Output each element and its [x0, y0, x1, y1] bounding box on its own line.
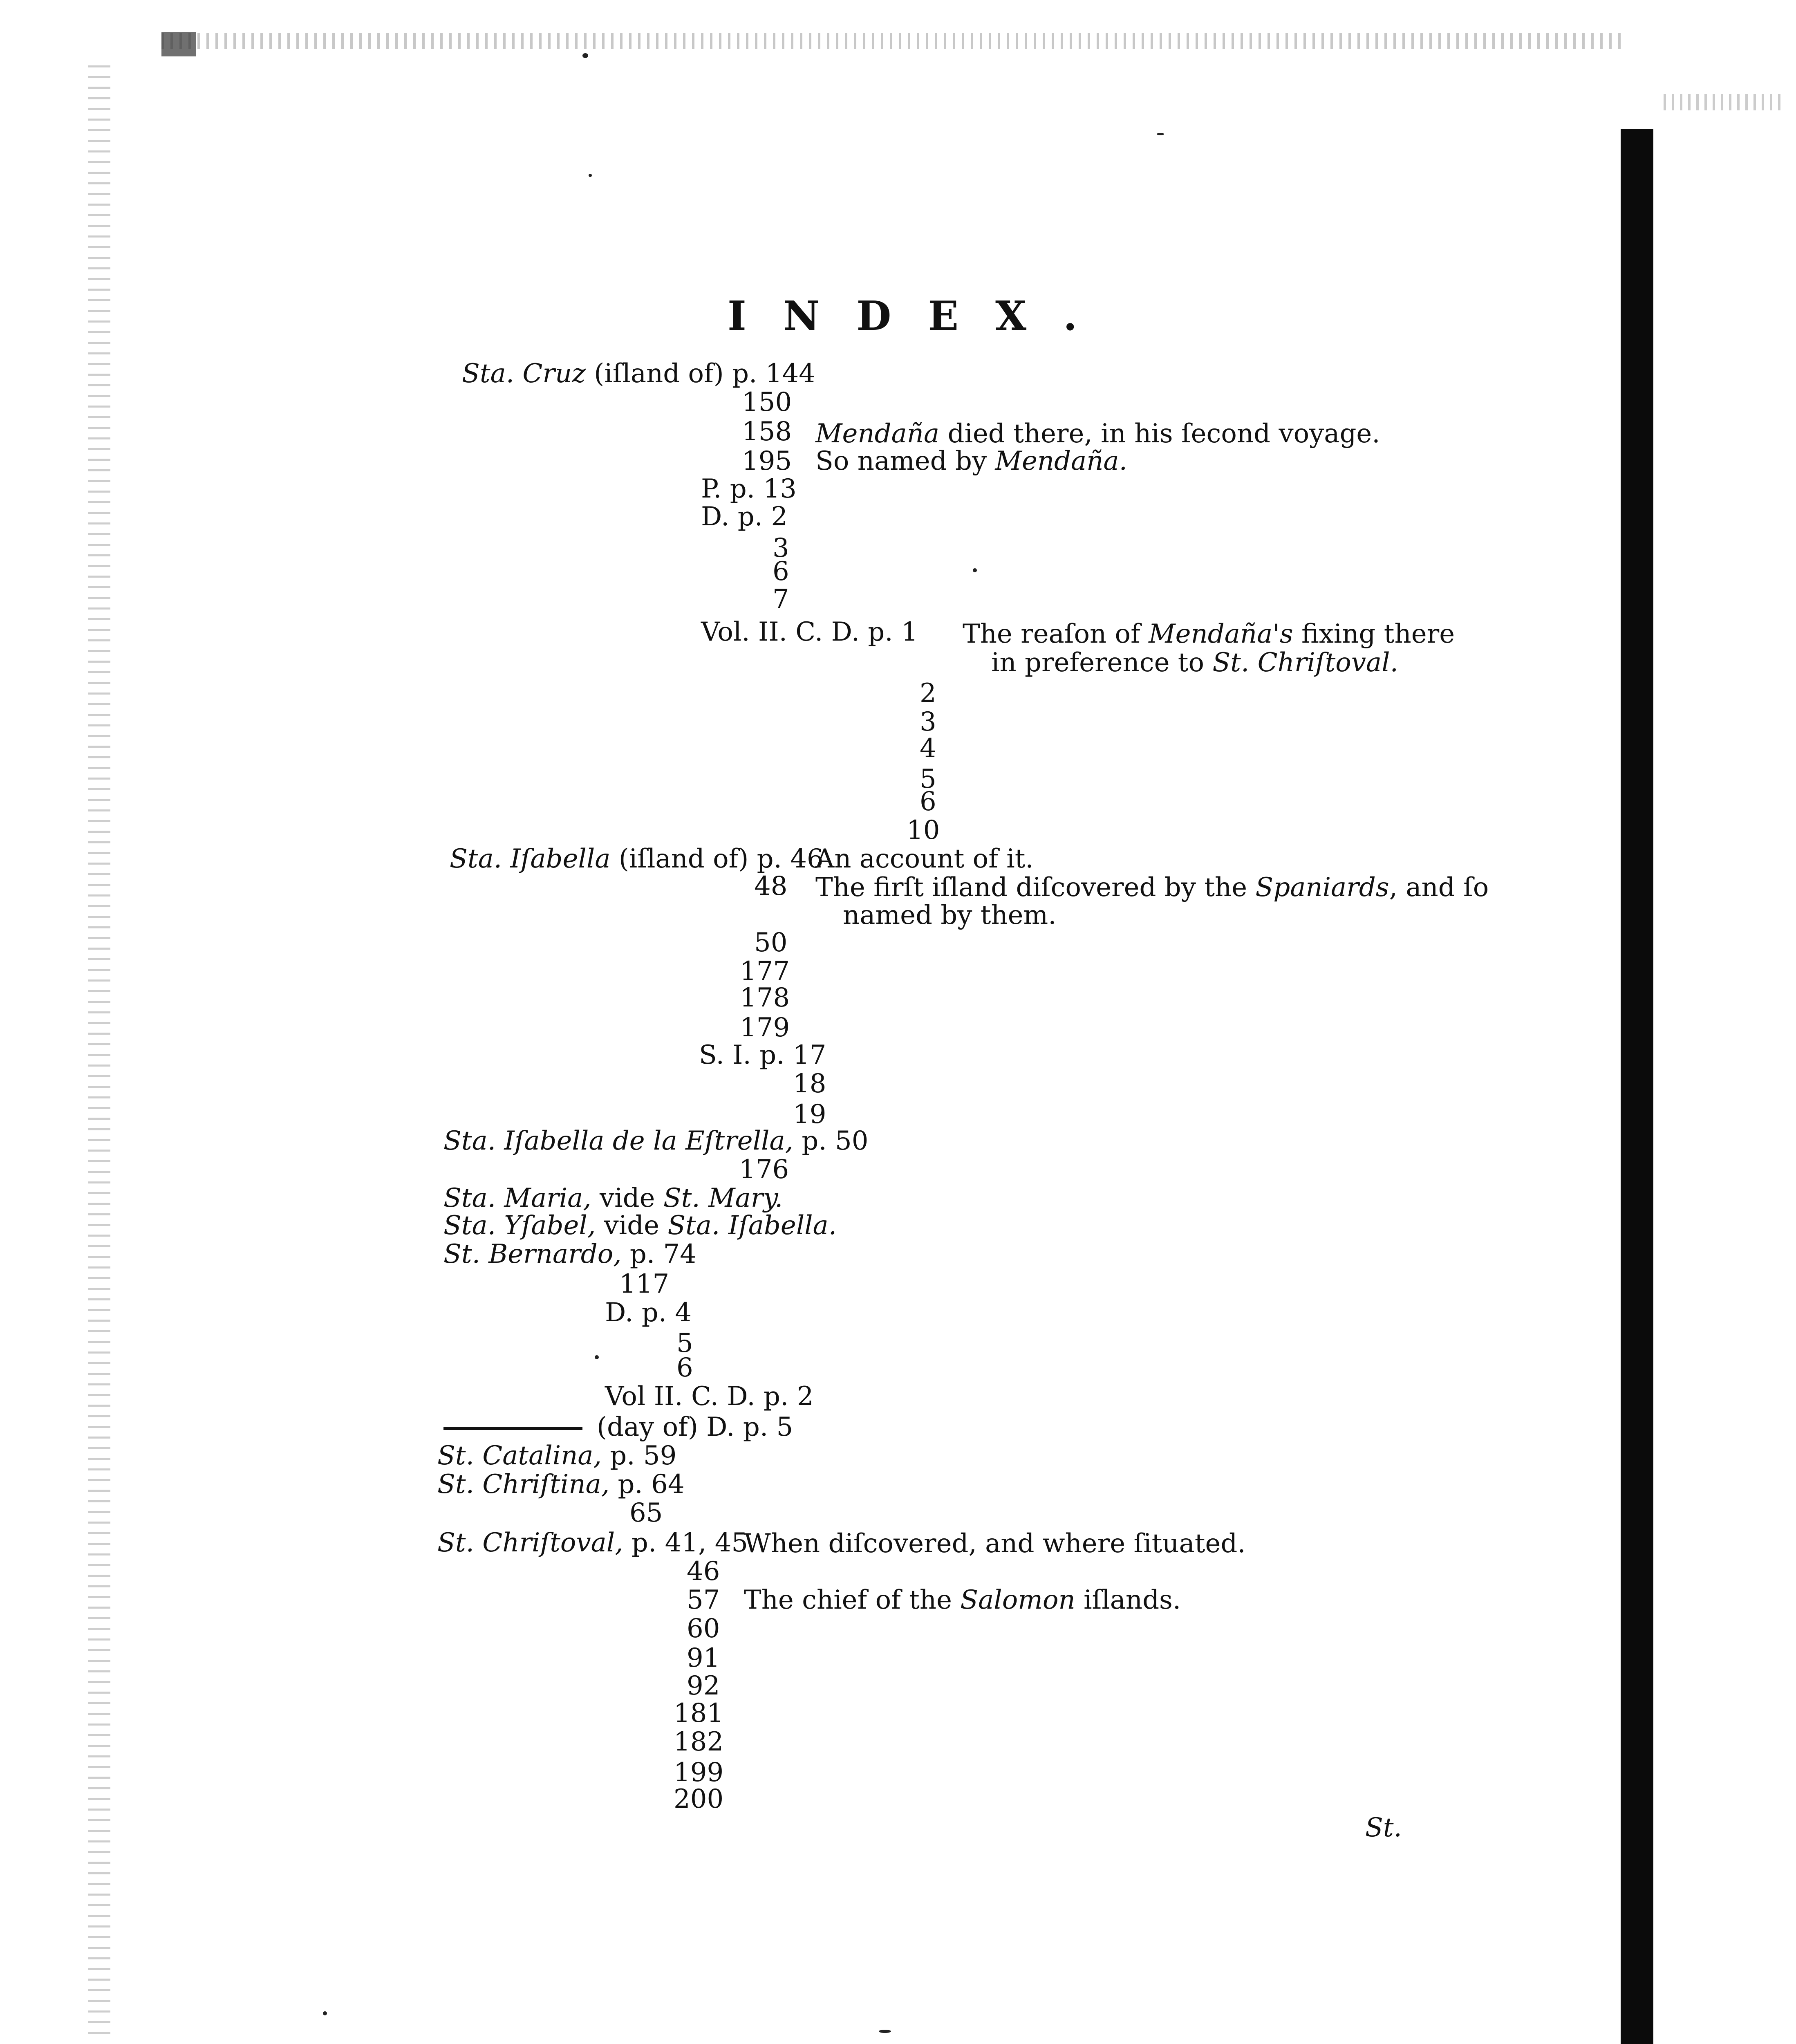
speck	[595, 1355, 599, 1359]
page-ref: 46	[687, 1556, 720, 1587]
page-ref: 195	[742, 446, 792, 476]
entry-ref: p. 64	[609, 1469, 685, 1499]
note-text: fixing there	[1293, 619, 1455, 649]
page-edge-top	[161, 33, 1625, 49]
note-text: in preference to	[991, 648, 1213, 678]
entry-name: Sta. Iſabella de la Eſtrella,	[443, 1126, 793, 1156]
page-ref: D. p. 2	[701, 502, 788, 532]
page-ref: 50	[754, 928, 788, 958]
index-entry-st-bernardo	[443, 1239, 696, 1269]
entry-ref: p. 50	[793, 1126, 869, 1156]
speck	[973, 568, 977, 572]
page-ref: Vol II. C. D. p. 2	[605, 1381, 814, 1412]
page-ref: 6	[676, 1353, 693, 1383]
page-ref: 57	[687, 1585, 720, 1615]
entry-note	[991, 648, 1398, 677]
page-ref: 48	[754, 871, 788, 901]
page-ref: 19	[793, 1099, 826, 1130]
index-entry-st-catalina	[437, 1441, 676, 1470]
page-ref: 117	[619, 1269, 670, 1299]
page-ref: 7	[773, 584, 789, 614]
index-entry-st-christoval	[437, 1528, 748, 1558]
entry-note: An account of it.	[815, 844, 1034, 874]
page-ref: Vol. II. C. D. p. 1	[701, 617, 918, 647]
page-ref: 60	[687, 1614, 720, 1644]
entry-ref: (iſland of) p. 46	[610, 844, 824, 874]
entry-ref: p. 59	[601, 1441, 677, 1471]
page-ref: 200	[674, 1784, 724, 1814]
speck	[323, 2011, 327, 2015]
entry-name: Sta. Yſabel,	[443, 1210, 596, 1241]
page-ref: S. I. p. 17	[699, 1040, 826, 1070]
page-ref: 176	[739, 1154, 789, 1185]
entry-note	[815, 419, 1380, 448]
note-italic: Mendaña's	[1149, 619, 1293, 649]
page-ref: 3	[773, 533, 789, 563]
page-ref: 18	[793, 1069, 826, 1099]
note-text: died there, in his ſecond voyage.	[939, 419, 1380, 449]
note-text: iſlands.	[1075, 1585, 1181, 1615]
index-entry-bernardo-day: (day of) D. p. 5	[597, 1412, 793, 1442]
entry-ref: (iſland of) p. 144	[585, 359, 815, 389]
entry-note	[815, 446, 1127, 476]
note-text: The chief of the	[744, 1585, 961, 1615]
index-entry-sta-ysabel	[443, 1211, 837, 1240]
note-italic: Salomon	[960, 1585, 1075, 1615]
page-ref: 92	[687, 1671, 720, 1701]
page-ref: 6	[773, 556, 789, 587]
page-ref: 4	[920, 733, 936, 764]
entry-name: Sta. Cruz	[462, 359, 586, 389]
page-ref: 181	[674, 1698, 724, 1728]
entry-name: St. Catalina,	[437, 1441, 602, 1471]
note-text: , and ſo	[1389, 872, 1489, 903]
entry-name: St. Chriſtoval,	[437, 1528, 623, 1558]
entry-ref: vide	[596, 1210, 668, 1241]
entry-ref: p. 41, 45	[623, 1528, 748, 1558]
note-italic: Mendaña	[815, 419, 940, 449]
corner-mark	[161, 32, 196, 56]
page-ref: 3	[920, 707, 936, 737]
index-entry-st-christina	[437, 1470, 685, 1499]
note-italic: St. Chriſtoval.	[1212, 648, 1398, 678]
page-ref: 2	[920, 678, 936, 708]
speck	[879, 2030, 891, 2033]
index-entry-sta-cruz	[462, 359, 815, 388]
note-text: So named by	[815, 446, 995, 476]
catchword: St.	[1365, 1813, 1402, 1843]
entry-name: Sta. Iſabella	[450, 844, 611, 874]
note-italic: Spaniards	[1255, 872, 1389, 903]
page-ref: 5	[676, 1328, 693, 1358]
index-entry-isabella-estrella	[443, 1126, 868, 1156]
page-ref: 91	[687, 1643, 720, 1673]
entry-note: When diſcovered, and where ſituated.	[744, 1529, 1246, 1559]
entry-xref: St. Mary.	[663, 1183, 783, 1213]
page-ref: 177	[740, 956, 790, 986]
page-ref: P. p. 13	[701, 474, 797, 504]
entry-name: St. Bernardo,	[443, 1239, 622, 1269]
binding-edge-noise	[1664, 94, 1786, 110]
entry-ref: p. 74	[621, 1239, 696, 1269]
page-title: INDEX.	[728, 293, 1114, 340]
page-edge-left	[88, 65, 110, 2036]
page-ref: 158	[742, 417, 792, 447]
page-ref: 10	[907, 815, 940, 845]
speck	[582, 53, 588, 58]
page-ref: 182	[674, 1727, 724, 1757]
entry-note: named by them.	[843, 900, 1057, 930]
page-ref: 150	[742, 387, 792, 417]
entry-name: St. Chriſtina,	[437, 1469, 610, 1499]
index-entry-sta-isabella	[450, 844, 824, 874]
entry-name: Sta. Maria,	[443, 1183, 591, 1213]
index-entry-sta-maria	[443, 1183, 783, 1213]
ditto-rule	[443, 1427, 582, 1430]
speck	[589, 174, 592, 177]
entry-ref: vide	[591, 1183, 663, 1213]
page-ref: 5	[920, 764, 936, 794]
entry-xref: Sta. Iſabella.	[667, 1210, 837, 1241]
page-ref: 178	[740, 983, 790, 1013]
note-italic: Mendaña.	[995, 446, 1127, 476]
entry-note	[744, 1585, 1181, 1615]
entry-note	[963, 619, 1455, 649]
page-ref: 179	[740, 1013, 790, 1043]
binding-shadow	[1621, 129, 1653, 2044]
speck	[1157, 133, 1164, 135]
entry-note	[815, 873, 1489, 902]
page-ref: D. p. 4	[605, 1298, 692, 1328]
note-text: The firſt iſland diſcovered by the	[815, 872, 1256, 903]
page-ref: 65	[629, 1498, 663, 1528]
page-ref: 6	[920, 787, 936, 817]
note-text: The reaſon of	[963, 619, 1149, 649]
page-ref: 199	[674, 1757, 724, 1788]
